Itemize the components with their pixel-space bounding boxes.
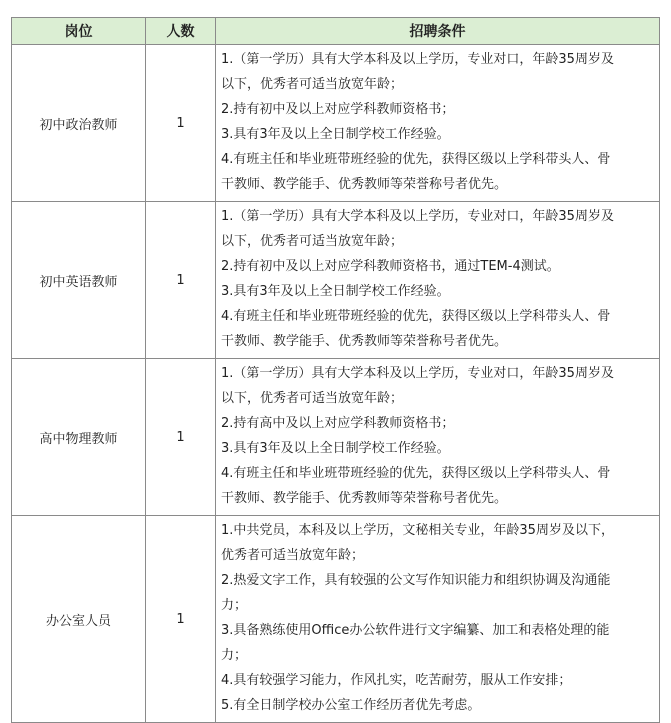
requirement-line: 4.有班主任和毕业班带班经验的优先，获得区级以上学科带头人、骨 (221, 309, 611, 324)
recruitment-table-container (11, 17, 659, 723)
table-row (12, 45, 660, 202)
requirement-line: 4.有班主任和毕业班带班经验的优先，获得区级以上学科带头人、骨 (221, 152, 611, 167)
requirement-line: 1.（第一学历）具有大学本科及以上学历，专业对口，年龄35周岁及 (221, 209, 614, 224)
position-cell: 初中政治教师 (12, 45, 146, 202)
recruitment-table (11, 17, 660, 723)
table-header-row (12, 18, 660, 45)
header-requirements: 招聘条件 (216, 18, 660, 45)
requirement-line: 2.热爱文字工作，具有较强的公文写作知识能力和组织协调及沟通能 (221, 573, 611, 588)
count-cell: 1 (146, 359, 216, 516)
count-cell: 1 (146, 45, 216, 202)
requirement-line: 力； (221, 598, 248, 613)
requirement-line: 1.（第一学历）具有大学本科及以上学历，专业对口，年龄35周岁及 (221, 366, 614, 381)
requirement-line: 3.具有3年及以上全日制学校工作经验。 (221, 127, 450, 142)
requirement-line: 2.持有初中及以上对应学科教师资格书； (221, 102, 455, 117)
requirements-cell (216, 202, 660, 359)
position-cell: 办公室人员 (12, 516, 146, 723)
requirement-line: 干教师、教学能手、优秀教师等荣誉称号者优先。 (221, 491, 508, 506)
table-row (12, 516, 660, 723)
requirement-line: 以下，优秀者可适当放宽年龄； (221, 77, 404, 92)
requirements-cell (216, 516, 660, 723)
header-position: 岗位 (12, 18, 146, 45)
table-row (12, 359, 660, 516)
requirement-line: 以下，优秀者可适当放宽年龄； (221, 234, 404, 249)
requirement-line: 5.有全日制学校办公室工作经历者优先考虑。 (221, 698, 481, 713)
requirement-line: 2.持有初中及以上对应学科教师资格书，通过TEM-4测试。 (221, 259, 560, 274)
count-cell: 1 (146, 516, 216, 723)
requirement-line: 3.具有3年及以上全日制学校工作经验。 (221, 284, 450, 299)
position-cell: 高中物理教师 (12, 359, 146, 516)
requirements-cell (216, 359, 660, 516)
requirement-line: 4.有班主任和毕业班带班经验的优先，获得区级以上学科带头人、骨 (221, 466, 611, 481)
requirement-line: 2.持有高中及以上对应学科教师资格书； (221, 416, 455, 431)
count-cell: 1 (146, 202, 216, 359)
requirement-line: 以下，优秀者可适当放宽年龄； (221, 391, 404, 406)
requirement-line: 干教师、教学能手、优秀教师等荣誉称号者优先。 (221, 334, 508, 349)
header-count: 人数 (146, 18, 216, 45)
requirement-line: 优秀者可适当放宽年龄； (221, 548, 365, 563)
requirement-line: 4.具有较强学习能力，作风扎实，吃苦耐劳，服从工作安排； (221, 673, 572, 688)
requirement-line: 干教师、教学能手、优秀教师等荣誉称号者优先。 (221, 177, 508, 192)
position-cell: 初中英语教师 (12, 202, 146, 359)
requirement-line: 力； (221, 648, 248, 663)
requirement-line: 1.中共党员，本科及以上学历，文秘相关专业，年龄35周岁及以下， (221, 523, 614, 538)
requirement-line: 1.（第一学历）具有大学本科及以上学历，专业对口，年龄35周岁及 (221, 52, 614, 67)
requirements-cell (216, 45, 660, 202)
requirement-line: 3.具备熟练使用Office办公软件进行文字编纂、加工和表格处理的能 (221, 623, 610, 638)
requirement-line: 3.具有3年及以上全日制学校工作经验。 (221, 441, 450, 456)
table-row (12, 202, 660, 359)
